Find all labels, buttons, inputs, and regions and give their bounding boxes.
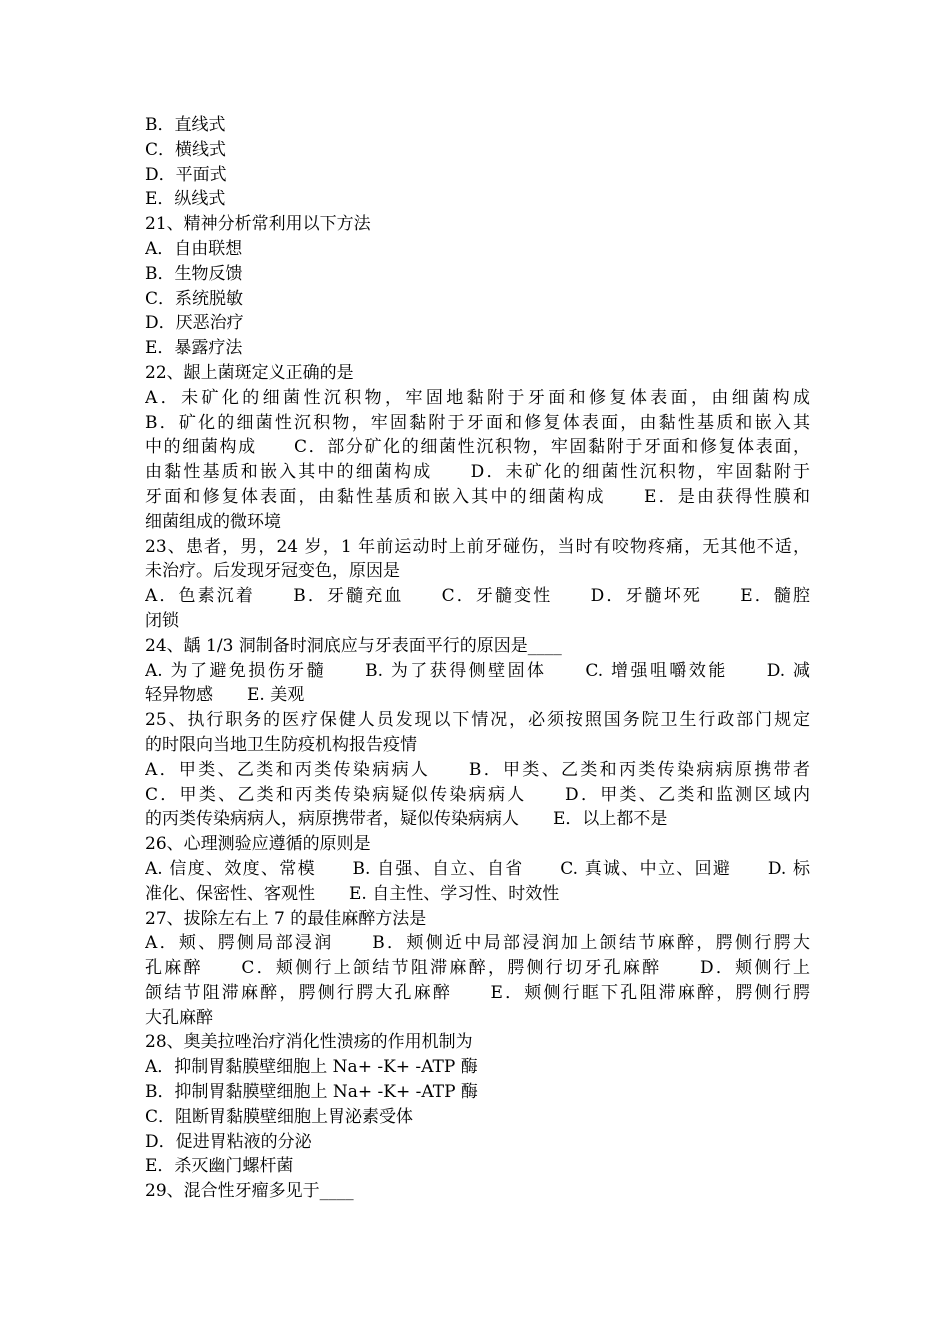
question-26: 26、心理测验应遵循的原则是 xyxy=(145,834,371,855)
option-line: 由黏性基质和嵌入其中的细菌构成 D．未矿化的细菌性沉积物，牢固黏附于 xyxy=(145,462,810,483)
question-23-cont: 未治疗。后发现牙冠变色，原因是 xyxy=(145,561,400,582)
question-24: 24、龋 1/3 洞制备时洞底应与牙表面平行的原因是____ xyxy=(145,635,562,656)
option-line: 大孔麻醉 xyxy=(145,1007,213,1028)
option-line: C．横线式 xyxy=(145,139,227,160)
question-23: 23、患者，男，24 岁，1 年前运动时上前牙碰伤，当时有咬物疼痛，无其他不适， xyxy=(145,536,810,557)
option-line: B．矿化的细菌性沉积物，牢固黏附于牙面和修复体表面，由黏性基质和嵌入其 xyxy=(145,412,810,433)
option-line: C．系统脱敏 xyxy=(145,288,244,309)
question-27: 27、拔除左右上 7 的最佳麻醉方法是 xyxy=(145,908,427,929)
option-line: D．平面式 xyxy=(145,164,227,185)
option-line: 孔麻醉 C．颊侧行上颌结节阻滞麻醉，腭侧行切牙孔麻醉 D．颊侧行上 xyxy=(145,958,810,979)
option-line: A. 信度、效度、常模 B. 自强、自立、自省 C. 真诚、中立、回避 D. 标 xyxy=(145,858,810,879)
option-line: E．纵线式 xyxy=(145,189,226,210)
option-line: C．阻断胃黏膜壁细胞上胃泌素受体 xyxy=(145,1106,414,1127)
option-line: 闭锁 xyxy=(145,610,179,631)
option-line: A．抑制胃黏膜壁细胞上 Na+ -K+ -ATP 酶 xyxy=(145,1057,478,1078)
question-25-cont: 的时限向当地卫生防疫机构报告疫情 xyxy=(145,734,417,755)
option-line: E．暴露疗法 xyxy=(145,338,243,359)
question-21: 21、精神分析常利用以下方法 xyxy=(145,214,371,235)
option-line: 轻异物感 E. 美观 xyxy=(145,685,305,706)
option-line: 中的细菌构成 C．部分矿化的细菌性沉积物，牢固黏附于牙面和修复体表面， xyxy=(145,437,810,458)
document-page xyxy=(145,113,810,1204)
question-25: 25、执行职务的医疗保健人员发现以下情况，必须按照国务院卫生行政部门规定 xyxy=(145,710,810,731)
option-line: A. 为了避免损伤牙髓 B. 为了获得侧壁固体 C. 增强咀嚼效能 D. 减 xyxy=(145,660,810,681)
option-line: 牙面和修复体表面，由黏性基质和嵌入其中的细菌构成 E．是由获得性膜和 xyxy=(145,486,810,507)
option-line: A．色素沉着 B．牙髓充血 C．牙髓变性 D．牙髓坏死 E．髓腔 xyxy=(145,586,810,607)
option-line: C．甲类、乙类和丙类传染病疑似传染病病人 D．甲类、乙类和监测区域内 xyxy=(145,784,810,805)
question-29: 29、混合性牙瘤多见于____ xyxy=(145,1181,354,1202)
option-line: E．杀灭幽门螺杆菌 xyxy=(145,1156,294,1177)
option-line: 的丙类传染病病人，病原携带者，疑似传染病病人 E．以上都不是 xyxy=(145,809,668,830)
option-line: B．生物反馈 xyxy=(145,263,243,284)
option-line: D．促进胃粘液的分泌 xyxy=(145,1131,312,1152)
question-22: 22、龈上菌斑定义正确的是 xyxy=(145,362,354,383)
option-line: A．颊、腭侧局部浸润 B．颊侧近中局部浸润加上颌结节麻醉，腭侧行腭大 xyxy=(145,933,810,954)
option-line: 细菌组成的微环境 xyxy=(145,511,281,532)
option-line: A．自由联想 xyxy=(145,238,243,259)
option-line: B．抑制胃黏膜壁细胞上 Na+ -K+ -ATP 酶 xyxy=(145,1082,478,1103)
option-line: D．厌恶治疗 xyxy=(145,313,244,334)
option-line: A．甲类、乙类和丙类传染病病人 B．甲类、乙类和丙类传染病病原携带者 xyxy=(145,759,810,780)
option-line: 颌结节阻滞麻醉，腭侧行腭大孔麻醉 E．颊侧行眶下孔阻滞麻醉，腭侧行腭 xyxy=(145,982,810,1003)
question-28: 28、奥美拉唑治疗消化性溃疡的作用机制为 xyxy=(145,1032,473,1053)
option-line: B．直线式 xyxy=(145,115,226,135)
option-line: 准化、保密性、客观性 E. 自主性、学习性、时效性 xyxy=(145,883,560,904)
option-line: A．未矿化的细菌性沉积物，牢固地黏附于牙面和修复体表面，由细菌构成 xyxy=(145,387,810,408)
